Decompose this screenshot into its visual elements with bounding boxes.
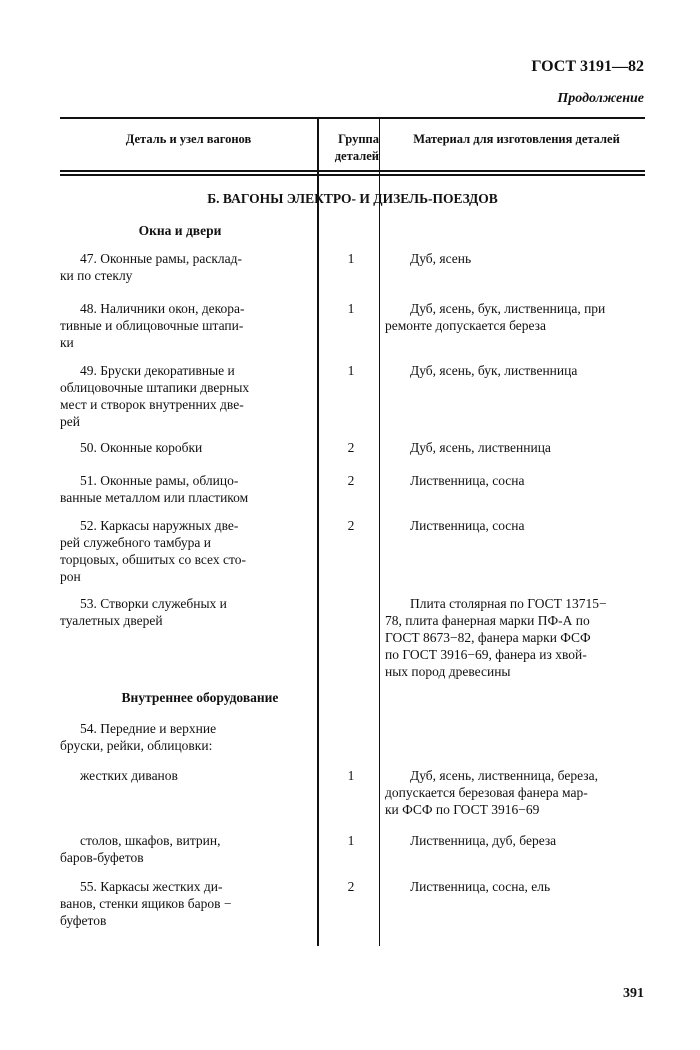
group-cell: 1 bbox=[347, 833, 355, 848]
part-cell: 53. Створки служебных и туалетных дверей bbox=[60, 596, 227, 628]
group-cell: 1 bbox=[347, 251, 355, 266]
part-cell: 54. Передние и верхние бруски, рейки, облицовки: bbox=[60, 721, 217, 753]
section-title: Б. ВАГОНЫ ЭЛЕКТРО- И ДИЗЕЛЬ-ПОЕЗДОВ bbox=[207, 191, 498, 206]
continuation-label: Продолжение bbox=[557, 91, 644, 106]
material-cell: Лиственница, сосна bbox=[410, 473, 525, 488]
table-top-rule bbox=[60, 117, 645, 119]
material-cell: Дуб, ясень, бук, лиственница bbox=[410, 363, 578, 378]
part-cell: столов, шкафов, витрин, баров-буфетов bbox=[60, 833, 221, 865]
part-cell: 49. Бруски декоративные и облицовочные штапики дверных мест и створок внутренних две- рей bbox=[60, 363, 250, 429]
part-cell: 51. Оконные рамы, облицо- ванные металлом или пластиком bbox=[60, 473, 249, 505]
group-cell: 1 bbox=[347, 363, 355, 378]
column-divider-1 bbox=[317, 118, 319, 946]
group-cell: 1 bbox=[347, 768, 355, 783]
part-cell: 50. Оконные коробки bbox=[80, 440, 203, 455]
part-cell: 47. Оконные рамы, расклад- ки по стеклу bbox=[60, 251, 242, 283]
group-cell: 2 bbox=[347, 440, 355, 455]
col-header-part: Деталь и узел вагонов bbox=[125, 132, 252, 146]
material-cell: Дуб, ясень, лиственница, береза, допускается березовая фанера мар- ки ФСФ по ГОСТ 3916−69 bbox=[385, 768, 598, 817]
material-cell: Лиственница, сосна, ель bbox=[410, 879, 551, 894]
standard-number: ГОСТ 3191—82 bbox=[531, 58, 644, 75]
subsection-windows-doors: Окна и двери bbox=[138, 223, 222, 238]
part-cell: 52. Каркасы наружных две- рей служебного тамбура и торцовых, обшитых со всех сто- рон bbox=[60, 518, 246, 584]
group-cell: 2 bbox=[347, 879, 355, 894]
material-cell: Лиственница, дуб, береза bbox=[410, 833, 557, 848]
col-header-material: Материал для изготовления деталей bbox=[413, 132, 620, 146]
subsection-interior-equipment: Внутреннее оборудование bbox=[121, 690, 279, 705]
material-cell: Лиственница, сосна bbox=[410, 518, 525, 533]
part-cell: жестких диванов bbox=[80, 768, 178, 783]
group-cell: 1 bbox=[347, 301, 355, 316]
col-header-group: Группа деталей bbox=[334, 132, 379, 163]
group-cell: 2 bbox=[347, 473, 355, 488]
material-cell: Дуб, ясень, лиственница bbox=[410, 440, 551, 455]
part-cell: 55. Каркасы жестких ди- ванов, стенки ящиков баров − буфетов bbox=[60, 879, 232, 928]
material-cell: Дуб, ясень, бук, лиственница, при ремонте допускается береза bbox=[385, 301, 606, 333]
header-rule-2 bbox=[60, 174, 645, 176]
group-cell: 2 bbox=[347, 518, 355, 533]
header-rule-1 bbox=[60, 170, 645, 172]
page-number: 391 bbox=[623, 986, 644, 1001]
material-cell: Дуб, ясень bbox=[410, 251, 472, 266]
part-cell: 48. Наличники окон, декора- тивные и облицовочные штапи- ки bbox=[60, 301, 245, 350]
material-cell: Плита столярная по ГОСТ 13715− 78, плита фанерная марки ПФ-А по ГОСТ 8673−82, фанера марки ФСФ по ГОСТ 3916−69, фанера из хвой- ных пород древесины bbox=[385, 596, 607, 679]
